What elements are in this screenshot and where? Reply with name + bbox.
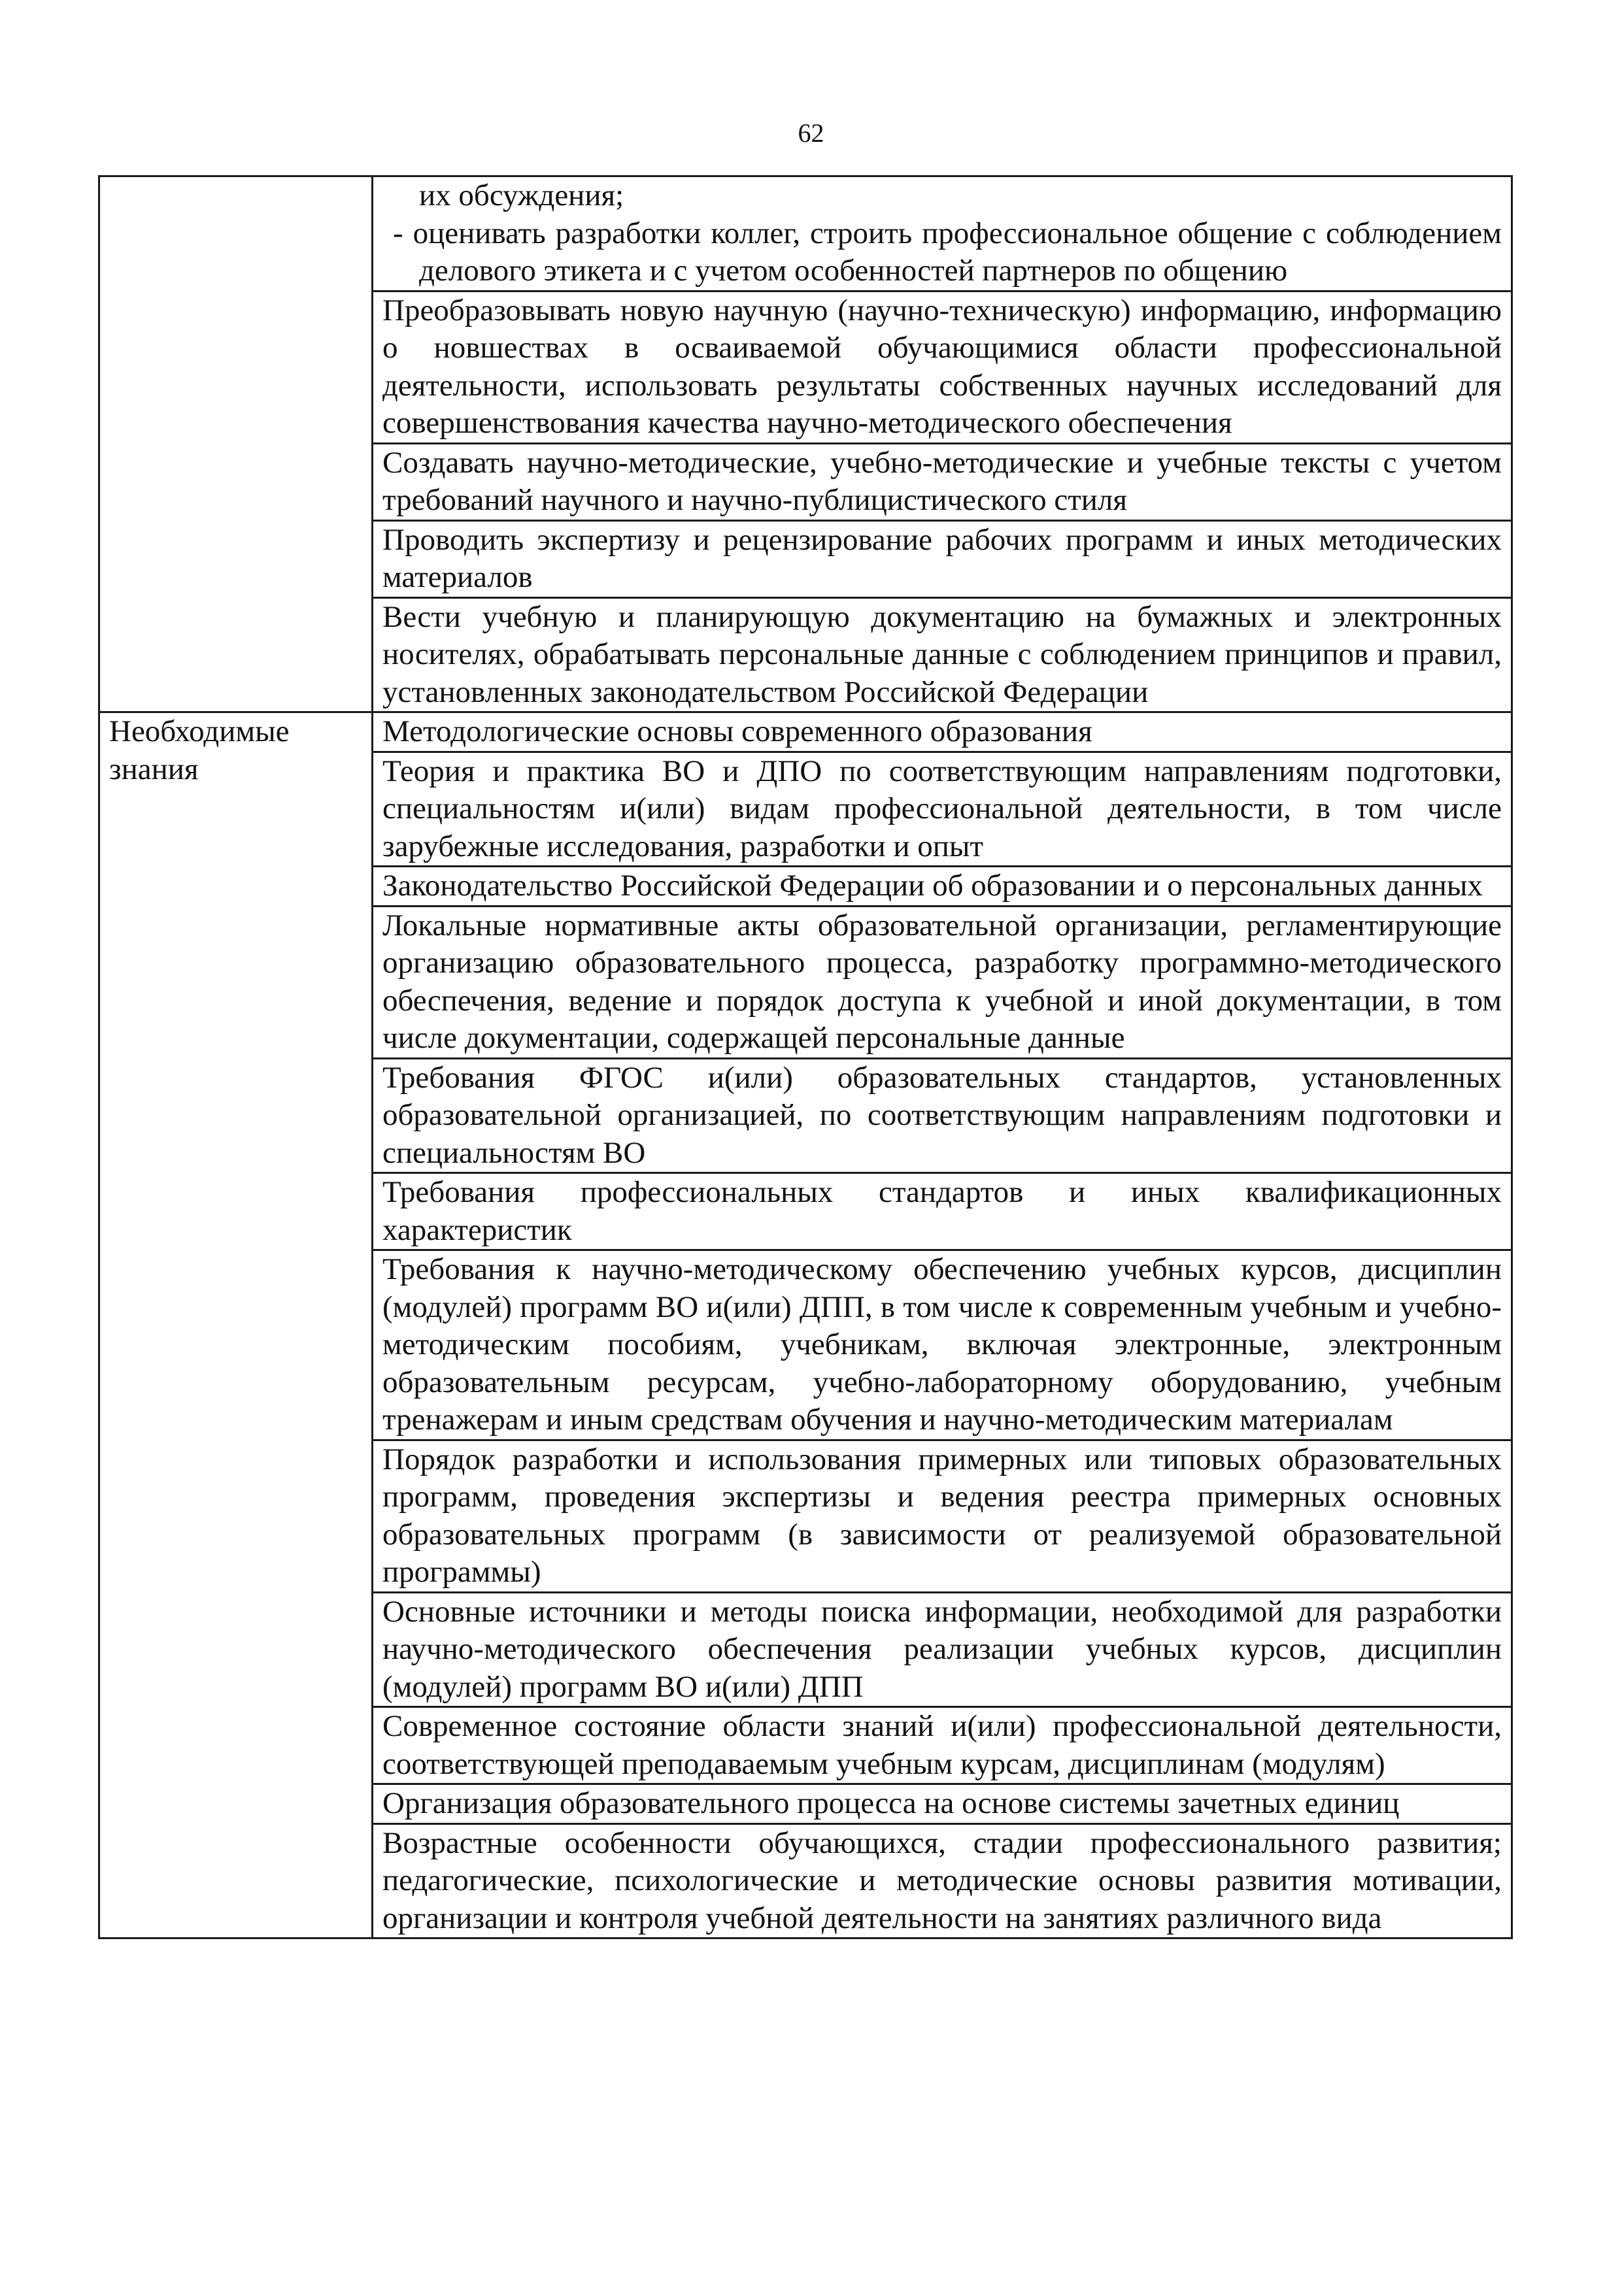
requirements-table (98, 175, 1513, 1939)
knowledge-cell-7: Порядок разработки и использования примерных или типовых образовательных программ, проведения экспертизы и ведения реестра примерных основных образовательных программ (в зависимости от реализуемой образовательной программы) (373, 1440, 1512, 1592)
knowledge-cell-5: Требования профессиональных стандартов и иных квалификационных характеристик (373, 1173, 1512, 1250)
knowledge-cell-11: Возрастные особенности обучающихся, стадии профессионального развития; педагогические, психологические и методические основы развития мотивации, организации и контроля учебной деятельности на занятиях различного вида (373, 1823, 1512, 1938)
knowledge-label-cell: Необходимые знания (99, 712, 373, 1938)
knowledge-cell-3: Локальные нормативные акты образовательной организации, регламентирующие организацию образовательного процесса, разработку программно-методического обеспечения, ведение и порядок доступа к учебной и иной документации, в том числе документации, содержащей персональные данные (373, 906, 1512, 1058)
skills-line-dash-item: - оценивать разработки коллег, строить профессиональное общение с соблюдением делового этикета и с учетом особенностей партнеров по общению (393, 216, 1502, 288)
skills-cell-0 (373, 176, 1512, 291)
table-row (99, 712, 1512, 752)
skills-cell-1: Преобразовывать новую научную (научно-техническую) информацию, информацию о новшествах в осваиваемой обучающимися области профессиональной деятельности, использовать результаты собственных научных исследований для совершенствования качества научно-методического обеспечения (373, 291, 1512, 443)
knowledge-cell-2: Законодательство Российской Федерации об образовании и о персональных данных (373, 867, 1512, 907)
skills-label-cell (99, 176, 373, 712)
knowledge-cell-8: Основные источники и методы поиска информации, необходимой для разработки научно-методического обеспечения реализации учебных курсов, дисциплин (модулей) программ ВО и(или) ДПП (373, 1592, 1512, 1707)
knowledge-cell-0: Методологические основы современного образования (373, 712, 1512, 752)
skills-line-continuation: их обсуждения; (419, 178, 624, 212)
knowledge-cell-10: Организация образовательного процесса на основе системы зачетных единиц (373, 1784, 1512, 1824)
table-row (99, 176, 1512, 291)
page-number: 62 (798, 118, 824, 148)
skills-cell-3: Проводить экспертизу и рецензирование рабочих программ и иных методических материалов (373, 520, 1512, 597)
skills-cell-4: Вести учебную и планирующую документацию на бумажных и электронных носителях, обрабатывать персональные данные с соблюдением принципов и правил, установленных законодательством Российской Федерации (373, 597, 1512, 712)
knowledge-cell-9: Современное состояние области знаний и(или) профессиональной деятельности, соответствующей преподаваемым учебным курсам, дисциплинам (модулям) (373, 1707, 1512, 1784)
knowledge-cell-4: Требования ФГОС и(или) образовательных стандартов, установленных образовательной организацией, по соответствующим направлениям подготовки и специальностям ВО (373, 1058, 1512, 1173)
knowledge-cell-1: Теория и практика ВО и ДПО по соответствующим направлениям подготовки, специальностям и(или) видам профессиональной деятельности, в том числе зарубежные исследования, разработки и опыт (373, 752, 1512, 867)
skills-cell-2: Создавать научно-методические, учебно-методические и учебные тексты с учетом требований научного и научно-публицистического стиля (373, 443, 1512, 520)
knowledge-cell-6: Требования к научно-методическому обеспечению учебных курсов, дисциплин (модулей) программ ВО и(или) ДПП, в том числе к современным учебным и учебно-методическим пособиям, учебникам, включая электронные, электронным образовательным ресурсам, учебно-лабораторному оборудованию, учебным тренажерам и иным средствам обучения и научно-методическим материалам (373, 1250, 1512, 1440)
